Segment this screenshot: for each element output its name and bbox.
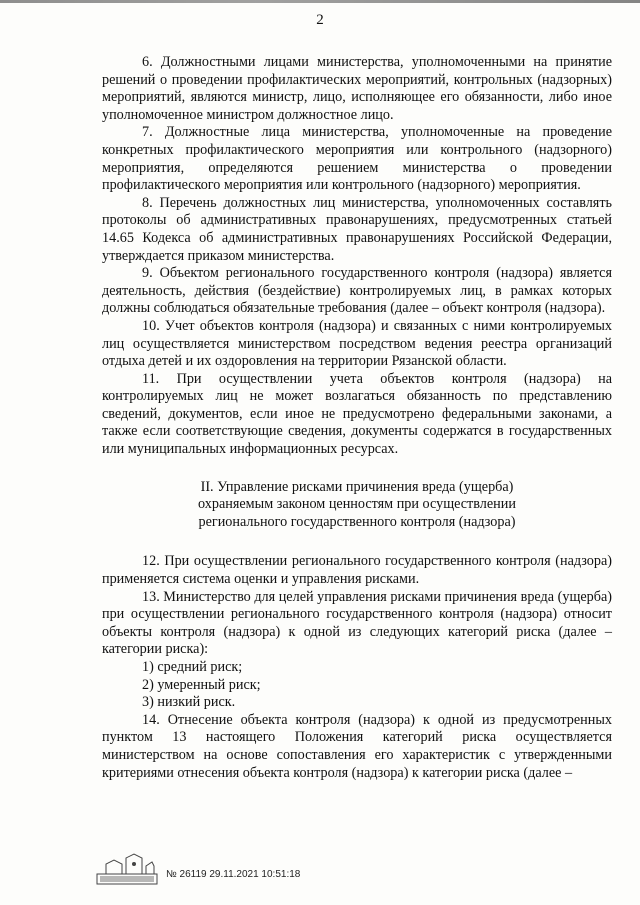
risk-item-low: 3) низкий риск. [142,694,236,711]
paragraph-12: 12. При осуществлении регионального государственного контроля (надзора) применяется система оценки и управления рисками. [102,553,612,588]
section-heading-line-3: регионального государственного контроля (надзора) [198,513,516,530]
paragraph-10: 10. Учет объектов контроля (надзора) и связанных с ними контролируемых лиц осуществляется министерством посредством ведения реестра организаций отдыха детей и их оздоровления на территории Рязанской области. [102,317,612,370]
risk-item-medium: 1) средний риск; [142,659,243,675]
top-edge-line [0,0,640,3]
registration-stamp-icon [96,852,158,886]
section-heading [102,479,612,532]
page-number: 2 [316,12,324,28]
section-heading-line-1: II. Управление рисками причинения вреда (ущерба) [200,478,514,495]
paragraph-11: 11. При осуществлении учета объектов контроля (надзора) на контролируемых лиц не может возлагаться обязанность по представлению сведений, документов, если иное не предусмотрено федеральными законами, а также если соответствующие сведения, документы содержатся в государственных или муниципальных информационных ресурсах. [102,370,612,458]
document-footer [96,851,300,887]
paragraphs-before [102,54,612,459]
paragraph-9: 9. Объектом регионального государственного контроля (надзора) является деятельность, действия (бездействие) контролируемых лиц, в рамках которых должны соблюдаться обязательные требования (далее – объект контроля (надзора). [102,265,612,317]
risk-item-moderate: 2) умеренный риск; [142,676,261,693]
paragraph-7: 7. Должностные лица министерства, уполномоченные на проведение конкретных профилактического мероприятия или контрольного (надзорного) мероприятия, определяются решением министерства о проведении профилактического мероприятия или контрольного (надзорного) мероприятия. [102,124,612,194]
paragraph-6: 6. Должностными лицами министерства, уполномоченными на принятие решений о проведении профилактических мероприятий, контрольных (надзорных) мероприятий, являются министр, лицо, исполняющее его обязанности, либо иное уполномоченное министром должностное лицо. [102,54,612,123]
document-body [102,54,612,782]
paragraph-13: 13. Министерство для целей управления рисками причинения вреда (ущерба) при осуществлении регионального государственного контроля (надзора) относит объекты контроля (надзора) к одной из следующих категорий риска (далее – категории риска): [102,588,612,658]
section-heading-line-2: охраняемым законом ценностям при осуществлении [198,496,516,513]
paragraphs-after [102,553,612,659]
risk-list [102,659,612,712]
paragraph-14: 14. Отнесение объекта контроля (надзора) к одной из предусмотренных пунктом 13 настоящего Положения категорий риска осуществляется министерством на основе сопоставления его характеристик с утвержденными критериями отнесения объекта контроля (надзора) к категории риска (далее – [102,711,612,781]
footer-doc-number: № 26119 29.11.2021 10:51:18 [166,868,301,880]
paragraph-8: 8. Перечень должностных лиц министерства, уполномоченных составлять протоколы об административных правонарушениях, предусмотренных статьей 14.65 Кодекса об административных правонарушениях Российской Федерации, утверждается приказом министерства. [102,194,612,264]
